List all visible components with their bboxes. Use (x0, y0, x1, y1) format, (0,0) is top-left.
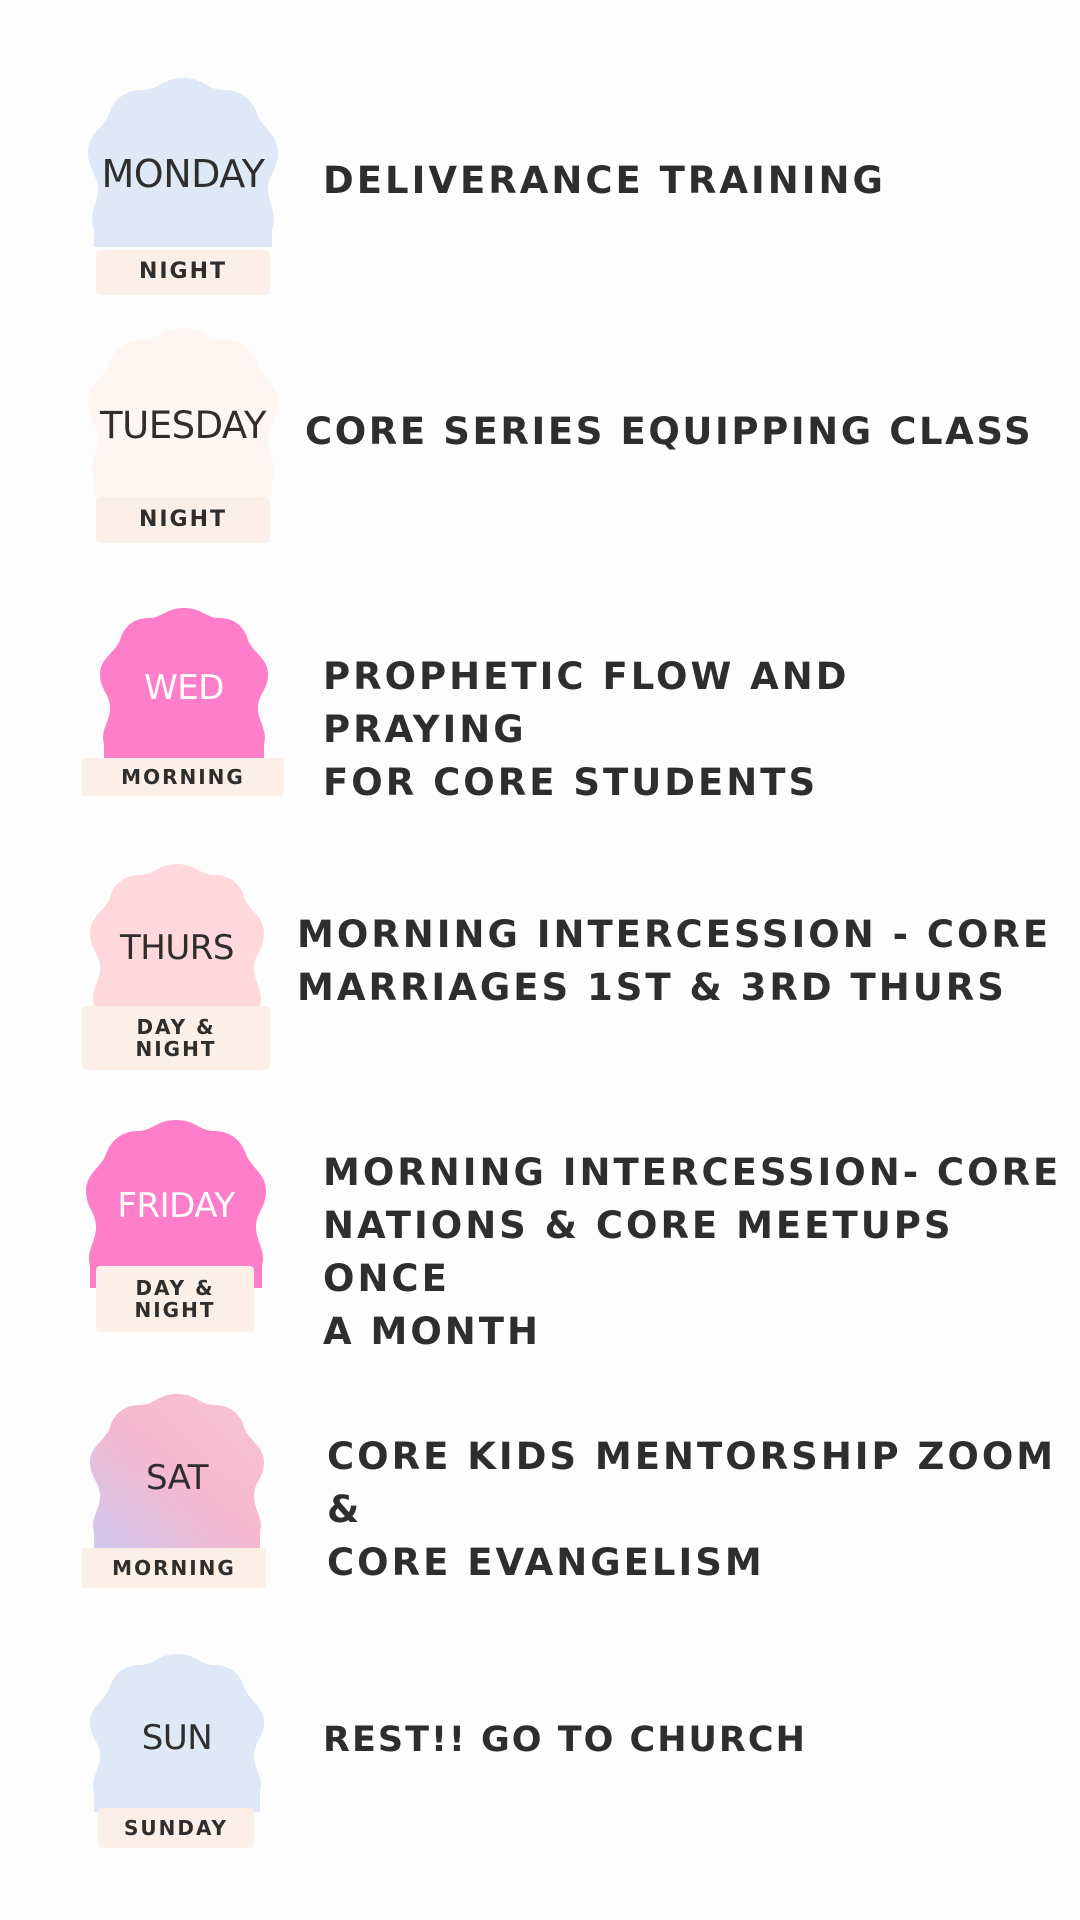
time-tag-monday: NIGHT (96, 250, 270, 295)
day-label: SUN (141, 1718, 213, 1758)
day-badge-sat (86, 1390, 268, 1555)
time-tag-wed: MORNING (82, 758, 284, 796)
time-tag-sat: MORNING (82, 1548, 266, 1588)
activity-tuesday: CORE SERIES EQUIPPING CLASS (305, 410, 1034, 453)
time-tag-thurs: DAY & NIGHT (82, 1006, 270, 1070)
activity-friday: MORNING INTERCESSION- CORE NATIONS & CORE MEETUPS ONCE A MONTH (323, 1151, 1062, 1353)
time-tag-tuesday: NIGHT (96, 497, 270, 543)
day-badge-friday (82, 1116, 270, 1291)
day-label: WED (144, 668, 224, 708)
day-badge-sun (86, 1650, 268, 1815)
day-badge-thurs (86, 860, 268, 1030)
day-label: TUESDAY (100, 404, 266, 447)
day-label: MONDAY (101, 152, 265, 196)
activity-thurs: MORNING INTERCESSION - CORE MARRIAGES 1ST & 3RD THURS (297, 913, 1052, 1009)
activity-wed: PROPHETIC FLOW AND PRAYING FOR CORE STUDENTS (323, 655, 850, 804)
day-label: THURS (120, 928, 234, 968)
day-label: SAT (145, 1458, 209, 1498)
day-badge-wed (96, 604, 272, 766)
time-tag-friday: DAY & NIGHT (96, 1266, 254, 1332)
day-label: FRIDAY (117, 1186, 235, 1226)
time-tag-sun: SUNDAY (98, 1808, 254, 1848)
activity-monday: DELIVERANCE TRAINING (323, 159, 886, 202)
day-badge-monday (82, 72, 284, 257)
day-badge-tuesday (82, 322, 284, 507)
activity-sun: REST!! GO TO CHURCH (323, 1720, 807, 1760)
activity-sat: CORE KIDS MENTORSHIP ZOOM & CORE EVANGELISM (327, 1435, 1057, 1584)
